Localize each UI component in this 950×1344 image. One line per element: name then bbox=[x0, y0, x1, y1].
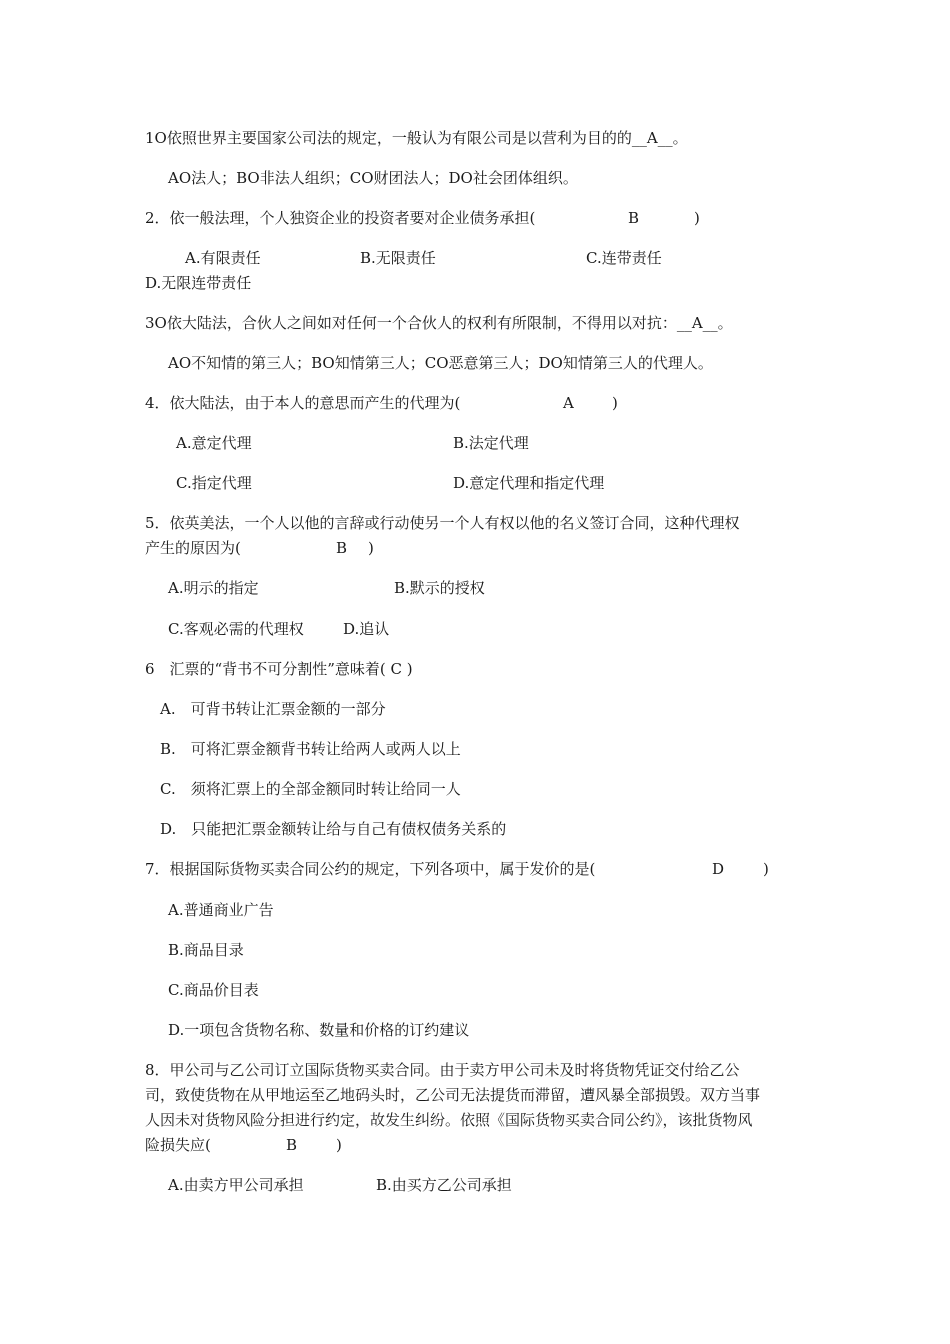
question-8-stem-line-1: 8．甲公司与乙公司订立国际货物买卖合同。由于卖方甲公司未及时将货物凭证交付给乙公 bbox=[145, 1061, 740, 1079]
question-3-stem: 3O依大陆法，合伙人之间如对任何一个合伙人的权利有所限制，不得用以对抗：__A__。 bbox=[145, 314, 733, 332]
question-1-options: AO法人；BO非法人组织；CO财团法人；DO社会团体组织。 bbox=[168, 169, 578, 187]
question-5-option-d: D.追认 bbox=[343, 620, 390, 638]
question-8-stem-line-3: 人因未对货物风险分担进行约定，故发生纠纷。依照《国际货物买卖合同公约》，该批货物风 bbox=[145, 1111, 753, 1129]
question-8-close: ) bbox=[336, 1136, 342, 1154]
question-8-stem-line-4: 险损失应( bbox=[145, 1136, 211, 1154]
question-5-stem-line-2: 产生的原因为( bbox=[145, 539, 241, 557]
question-4-close: ) bbox=[612, 394, 618, 412]
question-2-stem: 2．依一般法理，个人独资企业的投资者要对企业债务承担( bbox=[145, 209, 536, 227]
question-8-answer: B bbox=[286, 1136, 298, 1154]
question-4-option-b: B.法定代理 bbox=[453, 434, 529, 452]
question-7-option-d: D.一项包含货物名称、数量和价格的订约建议 bbox=[168, 1021, 470, 1039]
question-8-option-a: A.由卖方甲公司承担 bbox=[168, 1176, 304, 1194]
question-7-option-a: A.普通商业广告 bbox=[168, 901, 274, 919]
question-5-option-b: B.默示的授权 bbox=[394, 579, 485, 597]
question-7-close: ) bbox=[763, 860, 769, 878]
question-2-option-d: D.无限连带责任 bbox=[145, 274, 252, 292]
question-6-option-c: C. 须将汇票上的全部金额同时转让给同一人 bbox=[160, 780, 461, 798]
question-4-option-c: C.指定代理 bbox=[176, 474, 252, 492]
question-5-stem-line-1: 5．依英美法，一个人以他的言辞或行动使另一个人有权以他的名义签订合同，这种代理权 bbox=[145, 514, 740, 532]
question-4-answer: A bbox=[563, 394, 574, 412]
question-4-option-d: D.意定代理和指定代理 bbox=[453, 474, 605, 492]
question-6-option-b: B. 可将汇票金额背书转让给两人或两人以上 bbox=[160, 740, 461, 758]
question-7-option-b: B.商品目录 bbox=[168, 941, 244, 959]
question-8-option-b: B.由买方乙公司承担 bbox=[376, 1176, 512, 1194]
question-4-stem: 4．依大陆法，由于本人的意思而产生的代理为( bbox=[145, 394, 461, 412]
question-5-option-c: C.客观必需的代理权 bbox=[168, 620, 304, 638]
question-6-option-a: A. 可背书转让汇票金额的一部分 bbox=[160, 700, 386, 718]
question-6-option-d: D. 只能把汇票金额转让给与自己有债权债务关系的 bbox=[160, 820, 507, 838]
question-2-close: ) bbox=[694, 209, 700, 227]
question-4-option-a: A.意定代理 bbox=[176, 434, 252, 452]
question-7-stem: 7．根据国际货物买卖合同公约的规定，下列各项中，属于发价的是( bbox=[145, 860, 596, 878]
question-7-answer: D bbox=[712, 860, 725, 878]
question-6-stem: 6 汇票的“背书不可分割性”意味着( C ) bbox=[145, 660, 413, 678]
question-1-stem: 1O依照世界主要国家公司法的规定，一般认为有限公司是以营利为目的的__A__。 bbox=[145, 129, 688, 147]
question-7-option-c: C.商品价目表 bbox=[168, 981, 259, 999]
question-5-close: ) bbox=[368, 539, 374, 557]
question-2-option-b: B.无限责任 bbox=[360, 249, 436, 267]
question-5-answer: B bbox=[336, 539, 348, 557]
question-2-option-a: A.有限责任 bbox=[185, 249, 261, 267]
question-2-option-c: C.连带责任 bbox=[586, 249, 662, 267]
question-5-option-a: A.明示的指定 bbox=[168, 579, 259, 597]
question-2-answer: B bbox=[628, 209, 640, 227]
question-8-stem-line-2: 司，致使货物在从甲地运至乙地码头时，乙公司无法提货而滞留，遭风暴全部损毁。双方当事 bbox=[145, 1086, 761, 1104]
question-3-options: AO不知情的第三人；BO知情第三人；CO恶意第三人；DO知情第三人的代理人。 bbox=[168, 354, 713, 372]
